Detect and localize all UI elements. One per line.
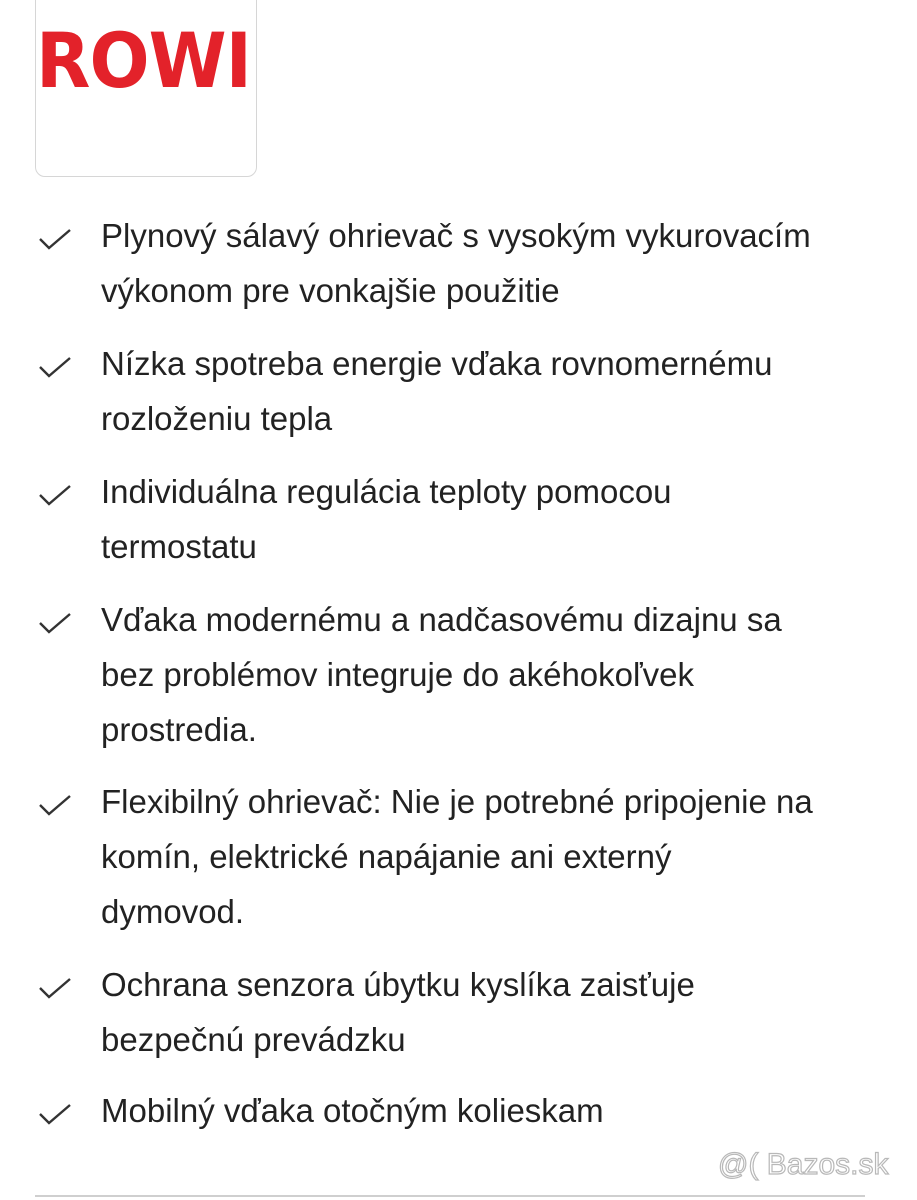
brand-logo: ROWI bbox=[36, 16, 252, 105]
feature-line: Nízka spotreba energie vďaka rovnomernému bbox=[101, 345, 773, 382]
feature-line: bezpečnú prevádzku bbox=[101, 1021, 406, 1058]
feature-line: Ochrana senzora úbytku kyslíka zaisťuje bbox=[101, 966, 695, 1003]
divider bbox=[35, 1195, 865, 1197]
brand-logo-card bbox=[35, 0, 257, 177]
feature-line: výkonom pre vonkajšie použitie bbox=[101, 272, 560, 309]
feature-line: bez problémov integruje do akéhokoľvek bbox=[101, 656, 694, 693]
feature-line: Vďaka modernému a nadčasovému dizajnu sa bbox=[101, 601, 782, 638]
feature-text bbox=[101, 1083, 901, 1138]
feature-text bbox=[101, 208, 901, 318]
check-icon bbox=[38, 228, 72, 250]
feature-line: rozloženiu tepla bbox=[101, 400, 333, 437]
feature-line: Plynový sálavý ohrievač s vysokým vykurovacím bbox=[101, 217, 811, 254]
check-icon bbox=[38, 356, 72, 378]
feature-line: prostredia. bbox=[101, 711, 257, 748]
check-icon bbox=[38, 977, 72, 999]
feature-text bbox=[101, 957, 901, 1067]
check-icon bbox=[38, 794, 72, 816]
check-icon bbox=[38, 1103, 72, 1125]
feature-text bbox=[101, 774, 901, 939]
watermark: @( Bazos.sk bbox=[718, 1148, 889, 1181]
feature-text bbox=[101, 592, 901, 757]
feature-line: Individuálna regulácia teploty pomocou bbox=[101, 473, 672, 510]
check-icon bbox=[38, 484, 72, 506]
feature-line: Flexibilný ohrievač: Nie je potrebné pripojenie na bbox=[101, 783, 813, 820]
feature-line: termostatu bbox=[101, 528, 257, 565]
feature-line: komín, elektrické napájanie ani externý bbox=[101, 838, 672, 875]
feature-text bbox=[101, 464, 901, 574]
feature-line: Mobilný vďaka otočným kolieskam bbox=[101, 1092, 604, 1129]
feature-line: dymovod. bbox=[101, 893, 245, 930]
feature-text bbox=[101, 336, 901, 446]
check-icon bbox=[38, 612, 72, 634]
